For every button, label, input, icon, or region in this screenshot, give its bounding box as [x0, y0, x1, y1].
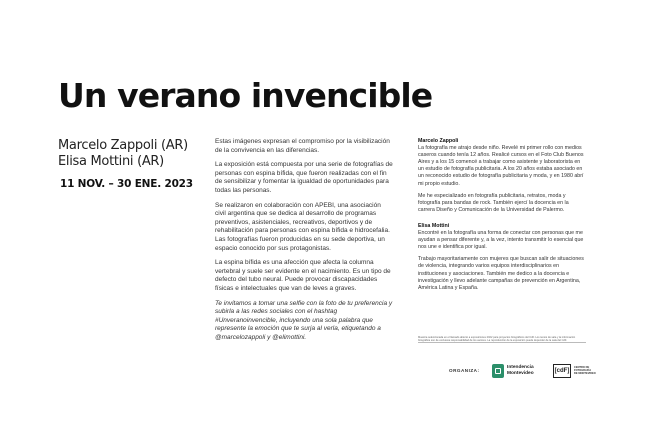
bios-column — [418, 138, 586, 297]
cdf-wordmark: CENTRO DE FOTOGRAFÍA DE MONTEVIDEO — [574, 366, 596, 376]
sponsors-bar — [449, 361, 599, 383]
intro-paragraph: Se realizaron en colaboración con APEBI, una asociación civil argentina que se dedica al desarrollo de programas preventivos, asistenciales, recreativos, deportivos y de rehabilitación para personas con espina bífida e hidrocefalia. Las fotografías fueron producidas en su sede deportiva, un espacio conocido por sus protagonistas. — [215, 201, 390, 252]
intendencia-icon — [492, 364, 504, 378]
exhibition-title: Un verano invencible — [58, 76, 433, 115]
divider — [418, 342, 586, 343]
organiza-label: ORGANIZA: — [449, 368, 480, 373]
footnote: Muestra seleccionada en el llamado abierto a exposiciones 2022 para proyectos fotográficos del CdF. Los textos de sala y la información fotográfica son de exclusiva responsabilidad de los autores. La reproducción de la exposición puede depender de la sala del CdF. — [418, 336, 576, 343]
selfie-invitation: Te invitamos a tomar una selfie con la foto de tu preferencia y subirla a las redes sociales con el hashtag #Unveranoinvencible, incluyendo una sola palabra que represente la emoción que te surja al verla, etiquetando a @marcelozappoli y @elimottini. — [215, 299, 393, 341]
intro-paragraph: La espina bífida es una afección que afecta la columna vertebral y suele ser evidente en el nacimiento. Es un tipo de defecto del tubo neural. Puede provocar discapacidades físicas e intelectuales que van de leves a graves. — [215, 259, 391, 292]
cdf-mark: [cdF] — [553, 364, 571, 378]
bio-paragraph: Me he especializado en fotografía publicitaria, retratos, moda y fotografía para bandas de rock. También ejercí la docencia en la carrera Diseño y Comunicación de la Universidad de Palermo. — [418, 192, 569, 213]
intendencia-wordmark: Intendencia Montevideo — [507, 365, 534, 376]
author-name: Marcelo Zappoli (AR) — [58, 138, 188, 153]
bio-paragraph: La fotografía me atrajo desde niño. Revelé mi primer rollo con medios caseros cuando tenía 12 años. Realicé cursos en el Foto Club Buenos Aires y a los 15 comencé a trabajar como asistente y laboratorista en un estudio de fotografía publicitaria. A los 20 años estaba asociado en un reconocido estudio de fotografía publicitaria y moda, y en 1980 abrí mi propio estudio. — [418, 145, 584, 187]
exhibition-dates: 11 NOV. – 30 ENE. 2023 — [60, 178, 193, 190]
author-name: Elisa Mottini (AR) — [58, 154, 164, 169]
intendencia-logo — [492, 363, 548, 379]
bio-paragraph: Encontré en la fotografía una forma de conectar con personas que me ayudan a pensar diferente y, a la vez, intento transmitir lo esencial que nos une e identifica por igual. — [418, 230, 584, 251]
bio-name-mottini: Elisa Mottini — [418, 222, 450, 229]
bio-paragraph: Trabajo mayoritariamente con mujeres que buscan salir de situaciones de violencia, integrando varios equipos interdisciplinarios en instituciones y asociaciones. También me dedico a la docencia e investigación y llevo adelante campañas de prevención en Argentina, América Latina y España. — [418, 256, 584, 291]
authors-block — [58, 138, 188, 170]
intro-paragraph: La exposición está compuesta por una serie de fotografías de personas con espina bífida, que fueron realizadas con el fin de sensibilizar y fomentar la igualdad de oportunidades para todas las personas. — [215, 161, 393, 194]
intro-text-column — [215, 138, 393, 348]
cdf-logo — [553, 363, 599, 379]
intro-paragraph: Estas imágenes expresan el compromiso por la visibilización de la convivencia en las diferencias. — [215, 138, 390, 154]
bio-name-zappoli: Marcelo Zappoli — [418, 138, 459, 144]
